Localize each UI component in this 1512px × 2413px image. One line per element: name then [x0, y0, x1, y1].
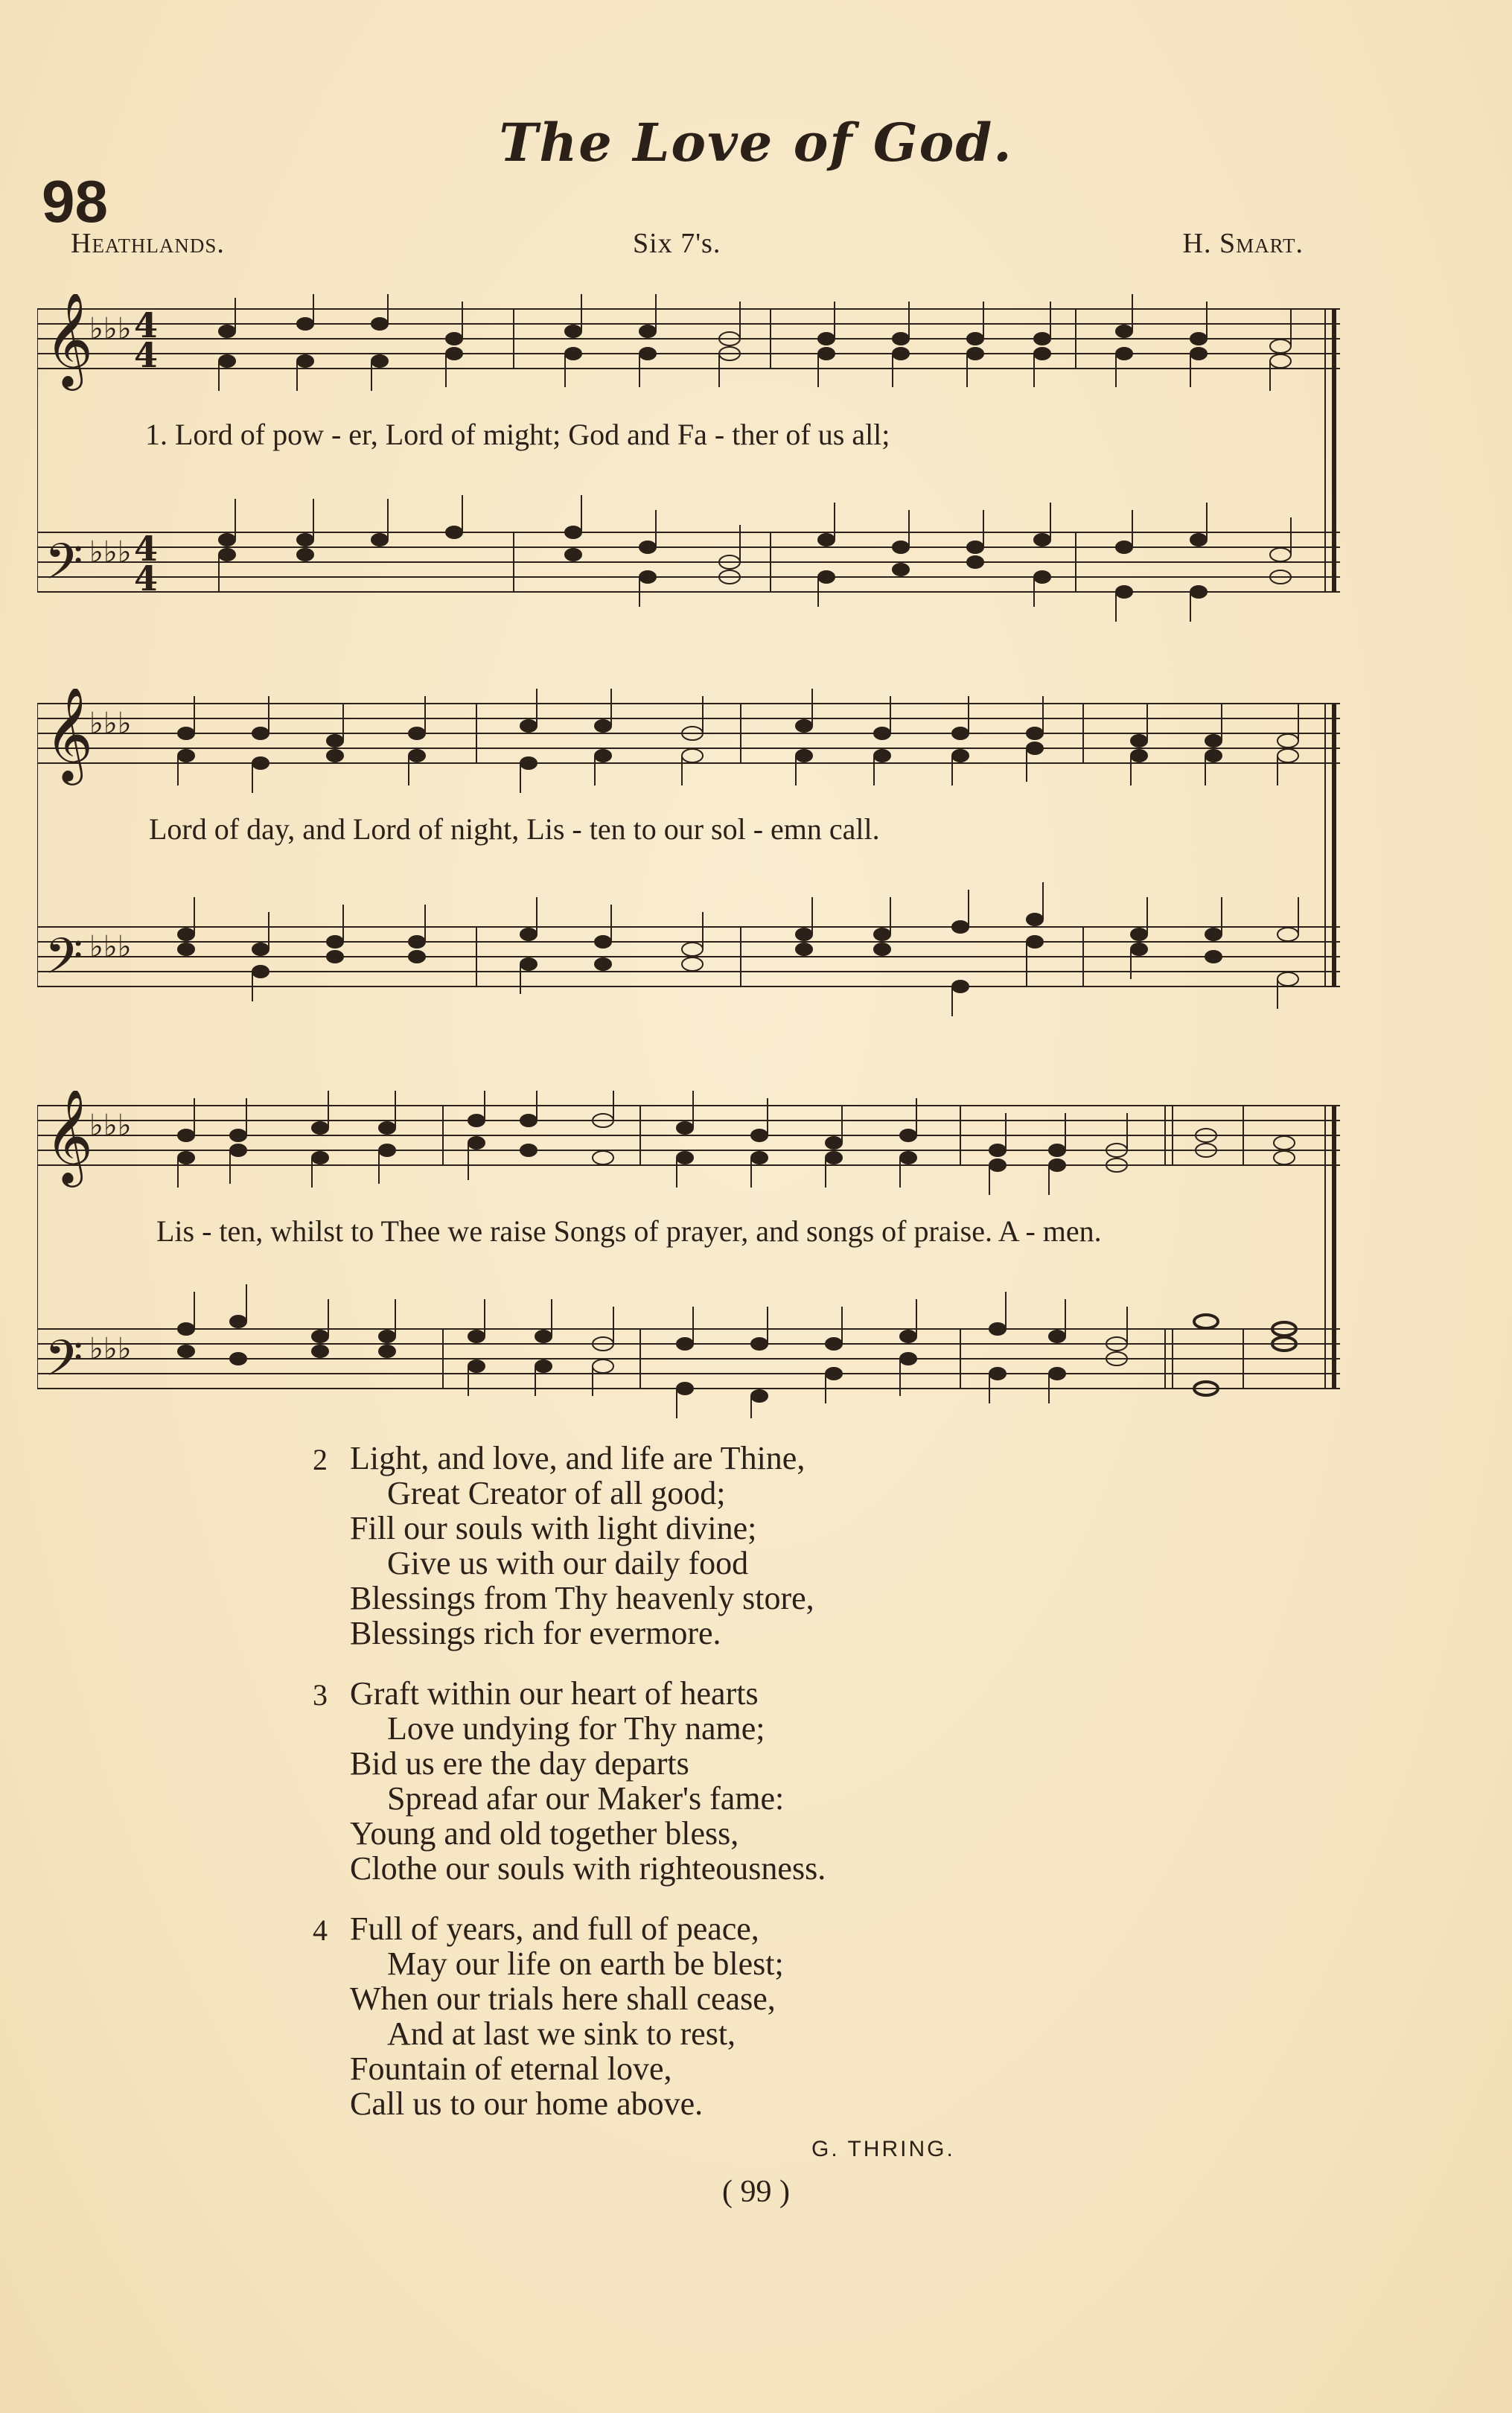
svg-text:♭♭♭: ♭♭♭: [89, 312, 132, 346]
svg-text:𝄢: 𝄢: [45, 1330, 83, 1399]
verse-line: Call us to our home above.: [350, 2085, 704, 2122]
staff-system-1-graphic: [37, 294, 1340, 622]
svg-text:𝄢: 𝄢: [45, 928, 83, 997]
svg-text:𝄞: 𝄞: [45, 689, 94, 781]
verse-line: Full of years, and full of peace,: [350, 1910, 759, 1947]
svg-text:♭♭♭: ♭♭♭: [89, 707, 132, 741]
svg-text:𝄞: 𝄞: [45, 1091, 94, 1183]
svg-text:♭♭♭: ♭♭♭: [89, 1332, 132, 1366]
verse-line: Blessings from Thy heavenly store,: [350, 1580, 814, 1616]
verse-number: 3: [313, 1678, 328, 1712]
svg-text:♭♭♭: ♭♭♭: [89, 535, 132, 570]
author-credit: G. THRING.: [811, 2137, 955, 2161]
verse-line: Great Creator of all good;: [387, 1475, 726, 1511]
music-system-3: [37, 1091, 1340, 1418]
svg-text:4: 4: [134, 558, 159, 599]
verse-3: [313, 1675, 1094, 1887]
verse-line: Blessings rich for evermore.: [350, 1615, 721, 1651]
verse-number: 4: [313, 1913, 328, 1947]
page-number: ( 99 ): [722, 2175, 790, 2209]
verse-2: [313, 1440, 1094, 1651]
hymn-title: The Love of God.: [499, 112, 1013, 173]
svg-text:4: 4: [134, 529, 159, 569]
svg-text:𝄢: 𝄢: [45, 533, 83, 602]
svg-text:♭♭♭: ♭♭♭: [89, 1109, 132, 1143]
verse-line: Light, and love, and life are Thine,: [350, 1440, 806, 1476]
verse-line: Clothe our souls with righteousness.: [350, 1850, 826, 1887]
staff-system-3-graphic: [37, 1091, 1340, 1418]
lyric-line-3: Lis - ten, whilst to Thee we raise Songs of prayer, and songs of praise. A - men.: [156, 1214, 1102, 1248]
meter: Six 7's.: [633, 228, 721, 259]
verse-line: Spread afar our Maker's fame:: [387, 1780, 785, 1817]
lyric-line-1: 1. Lord of pow - er, Lord of might; God and Fa - ther of us all;: [145, 418, 890, 451]
verse-number: 2: [313, 1443, 328, 1476]
verse-line: And at last we sink to rest,: [387, 2015, 736, 2052]
verse-line: May our life on earth be blest;: [387, 1945, 784, 1982]
hymn-number: 98: [42, 168, 108, 235]
verse-line: Fountain of eternal love,: [350, 2050, 672, 2087]
verse-line: Young and old together bless,: [350, 1815, 739, 1852]
lyric-line-2: Lord of day, and Lord of night, Lis - ten to our sol - emn call.: [149, 812, 880, 846]
verse-line: Graft within our heart of hearts: [350, 1675, 759, 1712]
verse-line: Give us with our daily food: [387, 1545, 749, 1581]
verses-block: [313, 1440, 1094, 2146]
tune-name: Heathlands.: [71, 228, 225, 259]
verse-line: Bid us ere the day departs: [350, 1745, 689, 1782]
music-system-1: [37, 294, 1340, 622]
verse-line: Love undying for Thy name;: [387, 1710, 765, 1747]
svg-text:𝄞: 𝄞: [45, 294, 94, 386]
verse-line: Fill our souls with light divine;: [350, 1510, 757, 1546]
svg-text:4: 4: [134, 335, 159, 375]
verse-line: When our trials here shall cease,: [350, 1980, 776, 2017]
svg-text:♭♭♭: ♭♭♭: [89, 930, 132, 964]
verse-4: [313, 1910, 1094, 2122]
staff-system-2-graphic: [37, 689, 1340, 1016]
composer: H. Smart.: [1182, 228, 1304, 259]
svg-text:4: 4: [134, 305, 159, 345]
music-system-2: [37, 689, 1340, 1016]
